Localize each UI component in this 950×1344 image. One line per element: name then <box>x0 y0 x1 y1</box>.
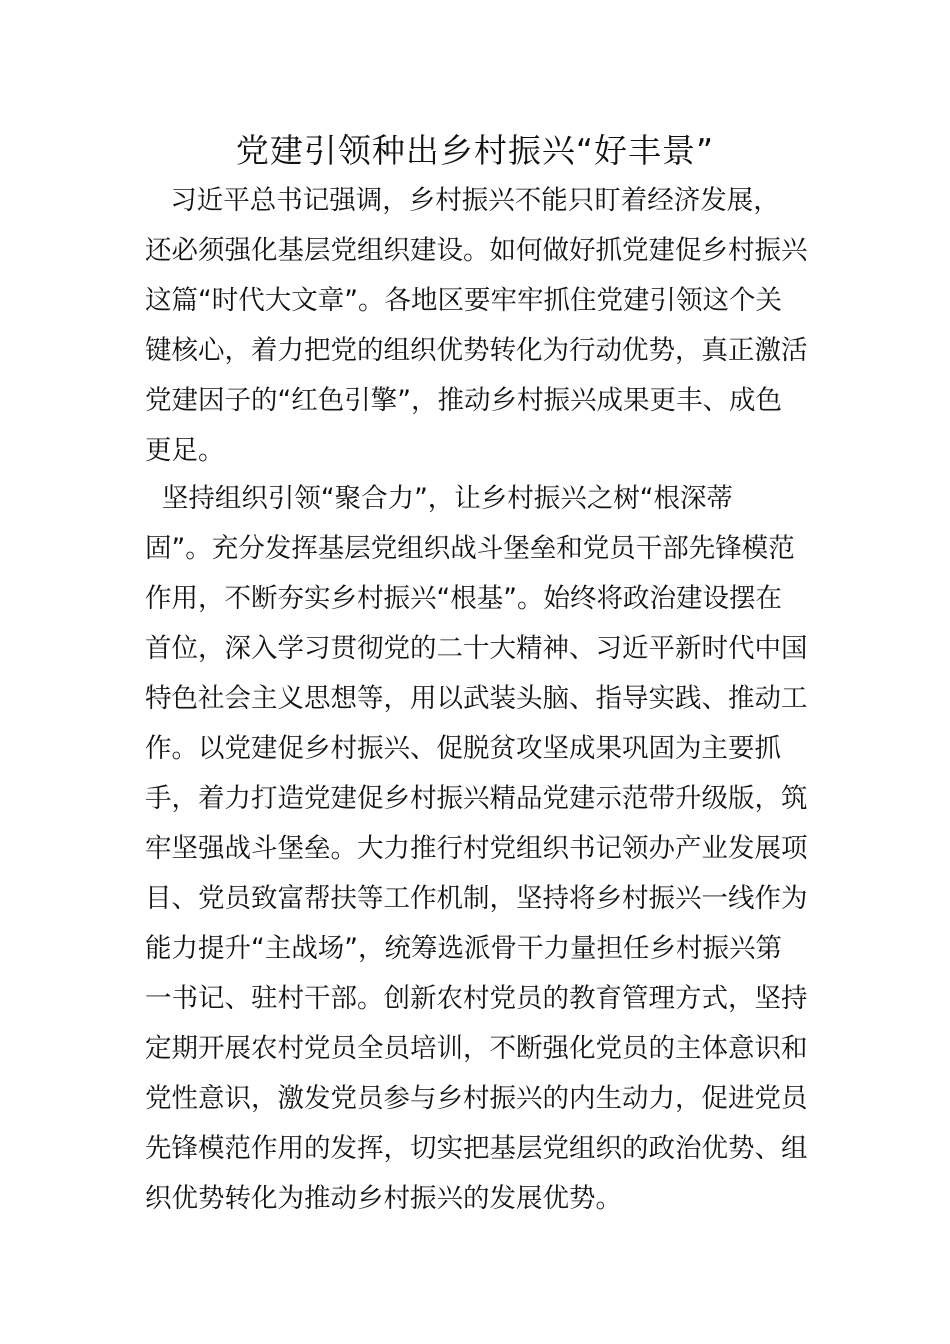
paragraph-line: 这篇“时代大文章”。各地区要牢牢抓住党建引领这个关 <box>145 285 782 316</box>
document-title: 党建引领种出乡村振兴“好丰景” <box>235 131 715 170</box>
paragraph-line: 键核心，着力把党的组织优势转化为行动优势，真正激活 <box>145 335 808 366</box>
paragraph-1 <box>145 176 813 476</box>
paragraph-2 <box>145 474 813 1224</box>
paragraph-line: 牢坚强战斗堡垒。大力推行村党组织书记领办产业发展项 <box>145 833 808 864</box>
paragraph-line: 坚持组织引领“聚合力”，让乡村振兴之树“根深蒂 <box>145 483 734 514</box>
paragraph-line: 定期开展农村党员全员培训，不断强化党员的主体意识和 <box>145 1033 808 1064</box>
paragraph-line: 手，着力打造党建促乡村振兴精品党建示范带升级版，筑 <box>145 783 808 814</box>
paragraph-line: 能力提升“主战场”，统筹选派骨干力量担任乡村振兴第 <box>145 933 782 964</box>
paragraph-line: 固”。充分发挥基层党组织战斗堡垒和党员干部先锋模范 <box>145 533 795 564</box>
paragraph-line: 习近平总书记强调，乡村振兴不能只盯着经济发展， <box>145 185 780 216</box>
paragraph-line: 先锋模范作用的发挥，切实把基层党组织的政治优势、组 <box>145 1133 808 1164</box>
paragraph-line: 党性意识，激发党员参与乡村振兴的内生动力，促进党员 <box>145 1083 808 1114</box>
paragraph-line: 特色社会主义思想等，用以武装头脑、指导实践、推动工 <box>145 683 808 714</box>
paragraph-line: 目、党员致富帮扶等工作机制，坚持将乡村振兴一线作为 <box>145 883 808 914</box>
paragraph-line: 更足。 <box>145 435 225 466</box>
paragraph-line: 首位，深入学习贯彻党的二十大精神、习近平新时代中国 <box>145 633 808 664</box>
paragraph-line: 织优势转化为推动乡村振兴的发展优势。 <box>145 1183 622 1214</box>
paragraph-line: 作用，不断夯实乡村振兴“根基”。始终将政治建设摆在 <box>145 583 782 614</box>
paragraph-line: 党建因子的“红色引擎”，推动乡村振兴成果更丰、成色 <box>145 385 782 416</box>
paragraph-line: 作。以党建促乡村振兴、促脱贫攻坚成果巩固为主要抓 <box>145 733 781 764</box>
paragraph-line: 一书记、驻村干部。创新农村党员的教育管理方式，坚持 <box>145 983 808 1014</box>
paragraph-line: 还必须强化基层党组织建设。如何做好抓党建促乡村振兴 <box>145 235 808 266</box>
